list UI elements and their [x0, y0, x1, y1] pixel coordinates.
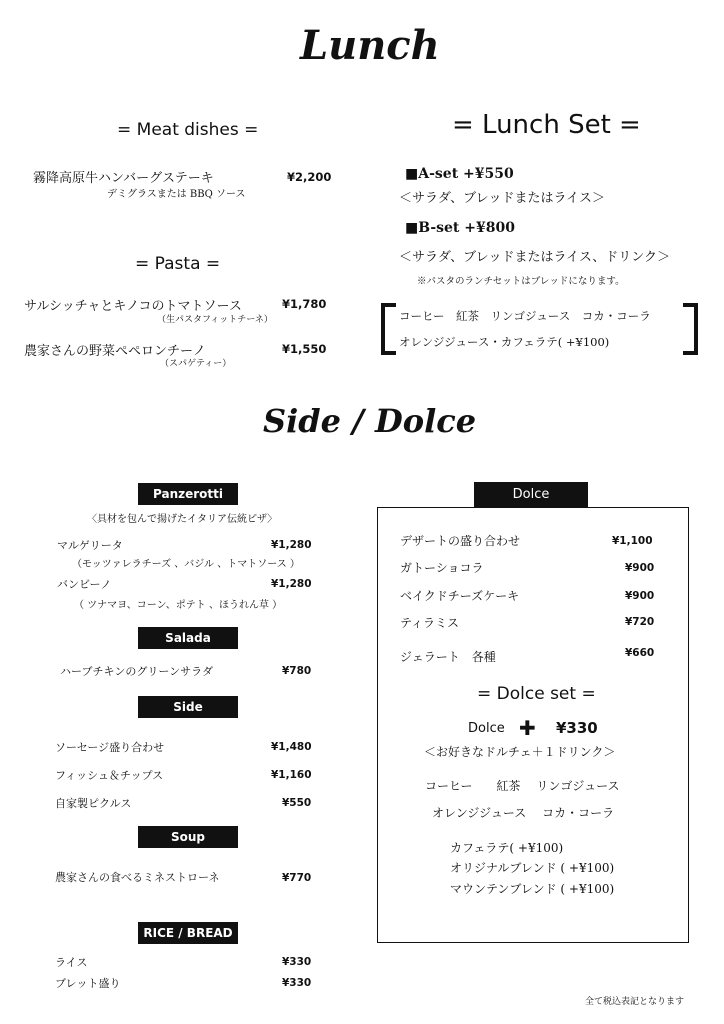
panzerotti-item-sub: （ ツナマヨ、コーン、ポテト 、ほうれん草 ） — [74, 600, 283, 611]
side-item-price: ¥550 — [282, 797, 312, 809]
salada-label: Salada — [138, 627, 238, 649]
pasta-item-sub: （スパゲティー） — [160, 359, 232, 369]
a-set-desc: ＜サラダ、ブレッドまたはライス＞ — [399, 191, 605, 206]
pasta-item-name: サルシッチャとキノコのトマトソース — [24, 299, 242, 314]
a-set-label: ■A-set +¥550 — [405, 166, 514, 182]
dolce-item-name: ジェラート 各種 — [400, 650, 496, 664]
hamburg-steak-sauce: デミグラスまたは BBQ ソース — [107, 189, 246, 200]
hamburg-steak-price: ¥2,200 — [287, 170, 332, 184]
lunch-title: Lunch — [300, 22, 440, 69]
dolce-item-price: ¥660 — [625, 647, 655, 659]
dolce-set-name: Dolce — [468, 721, 505, 736]
soup-item-name: 農家さんの食べるミネストローネ — [55, 871, 220, 884]
rice-item-price: ¥330 — [282, 977, 312, 989]
dolce-set-heading: = Dolce set = — [477, 684, 596, 704]
right-bracket — [683, 303, 698, 355]
dolce-extra: マウンテンブレンド ( +¥100) — [450, 882, 615, 896]
panzerotti-item-name: マルゲリータ — [57, 539, 123, 552]
pasta-item-price: ¥1,550 — [282, 342, 327, 356]
panzerotti-item-price: ¥1,280 — [271, 578, 312, 590]
dolce-extra: オリジナルブレンド ( +¥100) — [450, 861, 615, 875]
dolce-item-name: ベイクドチーズケーキ — [400, 589, 520, 603]
tax-note: 全て税込表記となります — [585, 997, 685, 1007]
dolce-item-name: デザートの盛り合わせ — [400, 534, 521, 548]
rice-bread-label: RICE / BREAD — [138, 922, 238, 944]
dolce-label: Dolce — [474, 482, 588, 507]
salada-item-price: ¥780 — [282, 665, 312, 677]
b-set-label: ■B-set +¥800 — [405, 220, 515, 236]
panzerotti-item-sub: （モッツァレラチーズ 、バジル 、トマトソース ） — [72, 559, 300, 570]
pasta-item-price: ¥1,780 — [282, 297, 327, 311]
dolce-drinks-line2: オレンジジュース コカ・コーラ — [432, 806, 615, 820]
dolce-item-price: ¥720 — [625, 616, 655, 628]
panzerotti-item-name: バンビーノ — [57, 578, 112, 591]
rice-item-name: ライス — [55, 956, 88, 969]
dolce-set-price: ¥330 — [556, 719, 598, 737]
plus-icon: ✚ — [519, 716, 536, 740]
side-item-price: ¥1,160 — [271, 769, 312, 781]
rice-item-price: ¥330 — [282, 956, 312, 968]
panzerotti-label: Panzerotti — [138, 483, 238, 505]
dolce-item-name: ティラミス — [400, 616, 460, 630]
soup-label: Soup — [138, 826, 238, 848]
dolce-drinks-line1: コーヒー 紅茶 リンゴジュース — [425, 779, 620, 793]
lunch-drinks-line1: コーヒー 紅茶 リンゴジュース コカ・コーラ — [399, 309, 651, 323]
lunch-set-heading: = Lunch Set = — [452, 110, 641, 140]
side-item-name: 自家製ピクルス — [55, 797, 132, 810]
lunch-set-note: ※パスタのランチセットはブレッドになります。 — [417, 276, 625, 287]
b-set-desc: ＜サラダ、ブレッドまたはライス、ドリンク＞ — [399, 250, 671, 265]
side-item-name: ソーセージ盛り合わせ — [55, 741, 165, 754]
salada-item-name: ハーブチキンのグリーンサラダ — [60, 665, 214, 678]
dolce-item-price: ¥1,100 — [612, 535, 653, 547]
hamburg-steak-name: 霧降高原牛ハンバーグステーキ — [33, 171, 214, 186]
dolce-item-price: ¥900 — [625, 590, 655, 602]
side-label: Side — [138, 696, 238, 718]
dolce-extra: カフェラテ( +¥100) — [450, 841, 564, 855]
side-item-price: ¥1,480 — [271, 741, 312, 753]
rice-item-name: ブレット盛り — [55, 977, 121, 990]
pasta-item-name: 農家さんの野菜ペペロンチーノ — [24, 344, 206, 359]
dolce-item-name: ガトーショコラ — [400, 561, 484, 575]
pasta-heading: = Pasta = — [135, 254, 221, 274]
meat-dishes-heading: = Meat dishes = — [117, 120, 259, 140]
panzerotti-item-price: ¥1,280 — [271, 539, 312, 551]
lunch-drinks-line2: オレンジジュース・カフェラテ( +¥100) — [399, 335, 610, 349]
pasta-item-sub: （生パスタフィットチーネ） — [157, 315, 273, 325]
side-item-name: フィッシュ＆チップス — [55, 769, 164, 782]
panzerotti-desc: 〈具材を包んで揚げたイタリア伝統ピザ〉 — [87, 514, 278, 525]
dolce-set-desc: ＜お好きなドルチェ＋１ドリンク＞ — [424, 745, 616, 759]
dolce-item-price: ¥900 — [625, 562, 655, 574]
side-dolce-title: Side / Dolce — [263, 402, 477, 440]
soup-item-price: ¥770 — [282, 872, 312, 884]
left-bracket — [381, 303, 396, 355]
